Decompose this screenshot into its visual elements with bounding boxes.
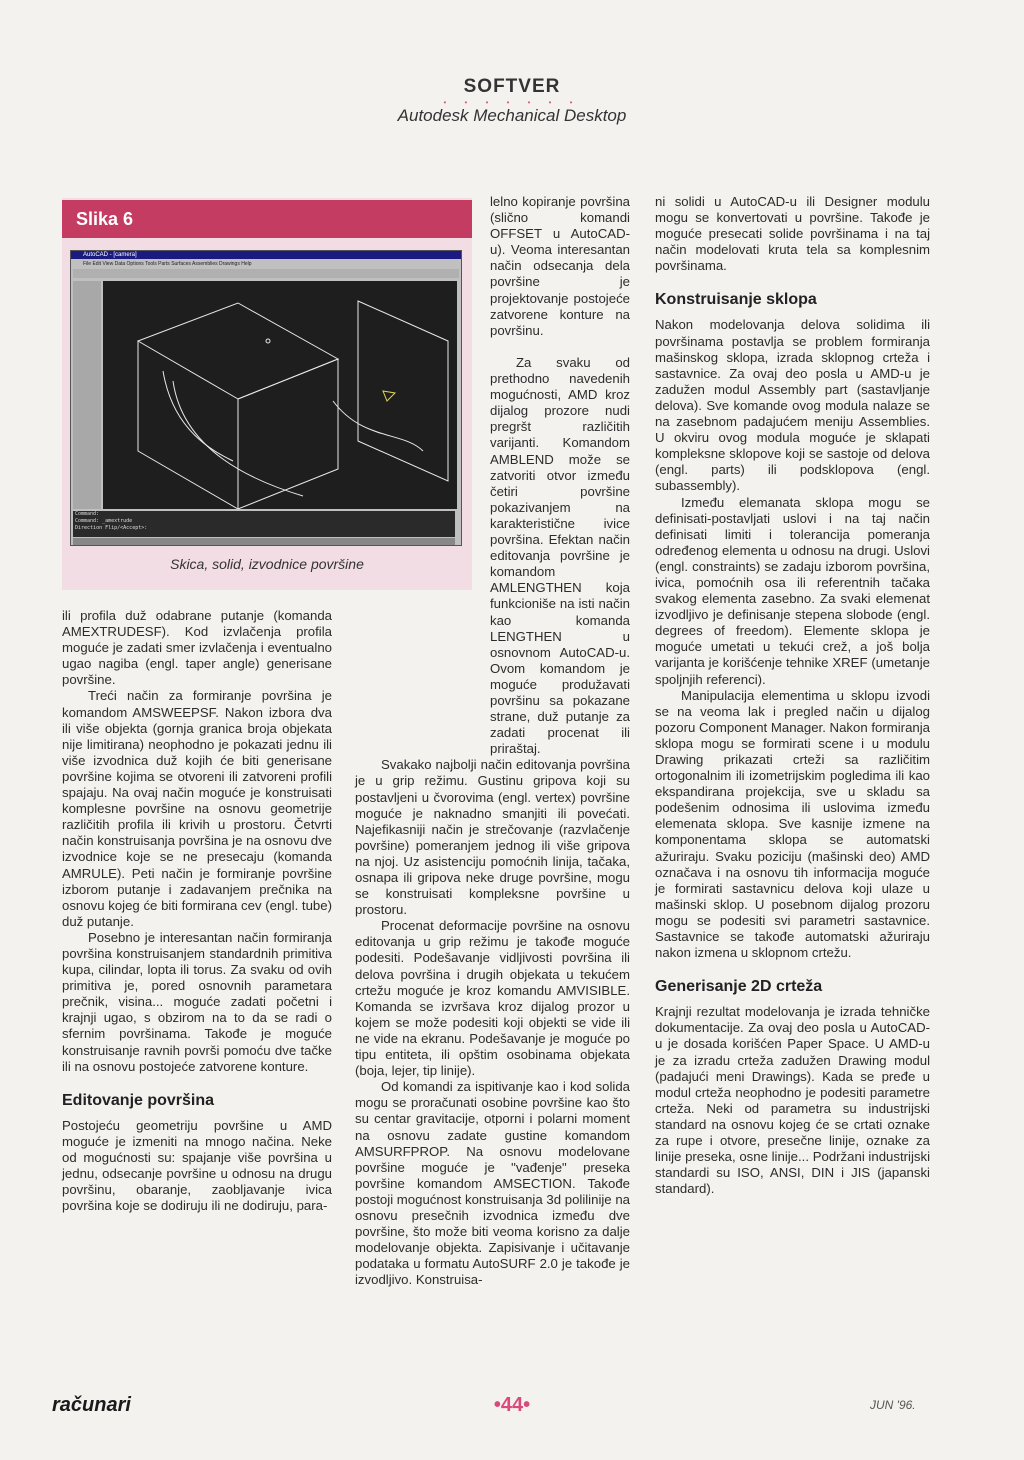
col3-paragraph-5: Krajnji rezultat modelovanja je izrada tehničke dokumentacije. Za ovaj deo posla u AutoCAD-u je dosada korišćen Paper Space. U AMD-u je za izradu crteža zadužen Drawing modul (padajući meni Drawings). Kada se pređe u modul crteža neophodno je podesiti parametre crteža. Neki od parametra su industrijski standard na osnovu kojeg će se crtati oznake za rupe i otvore, presečne linije, oznake za linije preseka, osne linije... Podržani industrijski standardi su ISO, ANSI, DIN i JIS (japanski standard).: [655, 1004, 930, 1197]
col2-paragraph-2: Za svaku od prethodno navedenih mogućnosti, AMD kroz dijalog prozore nudi pregršt različitih varijanti. Komandom AMBLEND može se zatvoriti otvor između četiri površine pokazivanjem na karakteristične ivice površina. Efektan način editovanja površine je komandom AMLENGTHEN koja funkcioniše na isti način kao komanda LENGTHEN u osnovnom AutoCAD-u. Ovom komandom je moguće produžavati površinu sa pokazane strane, duž putanje za zadati procenat ili priraštaj.: [490, 355, 630, 757]
heading-konstruisanje: Konstruisanje sklopa: [655, 291, 817, 309]
figure-caption: Skica, solid, izvodnice površine: [170, 556, 364, 572]
col3-paragraph-3: Između elemanata sklopa mogu se definisati-postavljati uslovi i na taj način definisati limiti i tolerancija pomeranja određenog elementa u odnosu na drugi. Uslovi (engl. constraints) se zadaju izborom površina, ivica, pomoćnih osa ili referentnih tačaka svakog elementa zasebno. Za svaki elemenat izvodljivo je definisanje stepena slobode (engl. degrees of freedom). Elemente sklopa je moguće umetati u tekući crež, a još bolja varijanta je korišćenje tehnike XREF (umetanje spoljnjih referenci).: [655, 494, 930, 687]
section-title: SOFTVER: [463, 76, 561, 97]
col1-paragraph-4: Postojeću geometriju površine u AMD moguće je izmeniti na mnogo načina. Neke od mogućnosti su: spajanje više površina u jednu, odsecanje površine u odnosu na drugu površinu, obaranje, zaobljavanje ivica površina koje se dodiruju ili ne dodiruju, para-: [62, 1117, 332, 1214]
issue-date: JUN '96.: [870, 1398, 916, 1412]
cmd-line-1: Command:: [75, 511, 100, 517]
col1-paragraph-1: ili profila duž odabrane putanje (komanda AMEXTRUDESF). Kod izvlačenja profila moguće je zadati smer izvlačenja i eventualno ugao nagiba (engl. taper angle) generisane površine.: [62, 608, 332, 688]
heading-generisanje: Generisanje 2D crteža: [655, 978, 823, 996]
solid-box-edge: [138, 341, 238, 509]
screen-titlebar: AutoCAD - [camera]: [71, 251, 461, 259]
point-marker: [266, 339, 270, 343]
cmd-line-2: Command: _amextrude: [75, 518, 133, 524]
col3-paragraph-1: ni solidi u AutoCAD-u ili Designer modulu mogu se konvertovati u površine. Takođe je moguće presecati solide površinama i na taj način modelovati kruta tela sa komplesnim površinama.: [655, 194, 930, 274]
section-subtitle: Autodesk Mechanical Desktop: [397, 106, 627, 125]
column-1: [62, 608, 332, 1214]
cmd-line-3: Direction Flip/<Accept>:: [75, 525, 148, 531]
col3-paragraph-4: Manipulacija elementima u sklopu izvodi se na veoma lak i pregled način u dijalog pozoru Component Manager. Nakon formiranja sklopa mogu se formirati scene i u modulu Drawing prikazati crteži sa različitim ortogonalnim ili izometrijskim pogledima ili kao ekspandirana projekcija, sve u skladu sa podešenim odnosima ili uslovima između elemenata sklopa. Sve kasnije izmene na komponentama sklopa se automatski ažuriraju. Svaku poziciju (mašinski deo) AMD označava i na osnovu tih informacija moguće je formirati sastavnicu delova koji ulaze u mašinski sklop. U posebnom dijalog prozoru mogu se podesiti svi parametri sastavnice. Sastavnice se takođe automatski ažuriraju nakon izmena u sklopnom crtežu.: [655, 687, 930, 961]
col1-paragraph-2: Treći način za formiranje površina je komandom AMSWEEPSF. Nakon izbora dva ili više objekta (gornja granica broja objekata nije limitirana) neophodno je pokazati jednu ili više izvodnica duž kojih će biti generisane površine kojima se otvoreni ili zatvoreni profili spajaju. Na ovaj način moguće je konstruisati komplesne površine na osnovu geometrije različitih profila ili krivih u prostoru. Četvrti način konstruisanja površina je na osnovu dve izvodnice koje se ne presecaju (komanda AMRULE). Peti način je formiranje površine izborom putanje i zadavanjem prečnika na osnovu kojeg će biti formirana cev (engl. tube) duž putanje.: [62, 688, 332, 929]
header-dots: • • • • • • •: [443, 98, 581, 107]
col2-paragraph-5: Od komandi za ispitivanje kao i kod solida mogu se proračunati osobine površine kao što su centar gravitacije, otporni i polarni moment na osnovu zadate gustine komandom AMSURFPROP. Na osnovu modelovane površine moguće je "vađenje" preseka površine komandom AMSECTION. Takođe postoji mogućnost konstruisanja 3d polilinije na osnovu presečnih izvodnica između dve površine, što može biti veoma korisno za dalje modelovanje objekta. Zapisivanje i učitavanje podataka u formatu AutoSURF 2.0 je takođe je izvodljivo. Konstruisa-: [355, 1079, 630, 1288]
solid-box-front: [238, 359, 338, 509]
page-number: •44•: [493, 1394, 531, 1416]
column-3: [655, 194, 930, 1197]
col2-paragraph-3: Svakako najbolji način editovanja površina je u grip režimu. Gustinu gripova koji su postavljeni u čvorovima (engl. vertex) površine moguće je naknadno smanjiti ili povećati. Najefikasniji način je strečovanje (razvlačenje površine) pomeranjem jednog ili više gripova na njoj. Uz asistenciju pomoćnih linija, tačaka, osnapa ili gripova neke druge površine, mogu se konstruisati kompleksne površine u prostoru.: [355, 757, 630, 918]
screen-toolbar: [73, 269, 459, 278]
column-2-top: [490, 194, 630, 339]
heading-editovanje: Editovanje površina: [62, 1091, 215, 1109]
figure-label: Slika 6: [62, 200, 472, 238]
col1-paragraph-3: Posebno je interesantan način formiranja površina konstruisanjem standardnih primitiva kupa, cilindar, lopta ili torus. Za svaku od ovih primitiva je, pored osnovnih parametara prečnik, visina... moguće zadati početni i krajnji ugao, s obzirom na to da se radi o sfernim površinama. Takođe je moguće konstruisanje ravnih površi pomoću dve tačke ili na osnovu postojeće zatvorene konture.: [62, 929, 332, 1074]
col3-paragraph-2: Nakon modelovanja delova solidima ili površinama postavlja se problem formiranja mašinskog sklopa, izrada sklopnog crteža i sastavnice. Za ovaj deo posla u AMD-u je zadužen modul Assembly part (sastavljanje delova). Sve komande ovog modula nalaze se na zasebnom padajućem meniju Assemblies. U okviru ovog modula moguće je sklapati kompleksne sklopove koji se sastoje od delova (engl. parts) ili podsklopova (engl. subassembly).: [655, 317, 930, 494]
screen-menubar: File Edit View Data Options Tools Parts Surfaces Assemblies Drawings Help: [83, 261, 252, 267]
screen-tool-palette: [73, 281, 101, 509]
magazine-logo: računari: [52, 1394, 131, 1416]
solid-box-top: [138, 303, 338, 399]
col2-paragraph-4: Procenat deformacije površine na osnovu editovanja u grip režimu je takođe moguće podesiti. Podešavanje vidljivosti površina ili delova površina i drugih objekata u tekućem crtežu moguće je kroz komandu AMVISIBLE. Komanda se izvršava kroz dijalog prozor u kojem se može podesiti koji objekti se vide ili ne vide na ekranu. Podešavanje je moguće po tipu entiteta, ili opštim osobinama objekata (boja, lejer, tip linije).: [355, 918, 630, 1079]
column-2: [355, 355, 630, 1288]
col2-paragraph-1: lelno kopiranje površina (slično komandi OFFSET u AutoCAD-u). Veoma interesantan način odsecanja dela površine je projektovanje postojeće zatvorene konture na površinu.: [490, 194, 630, 338]
